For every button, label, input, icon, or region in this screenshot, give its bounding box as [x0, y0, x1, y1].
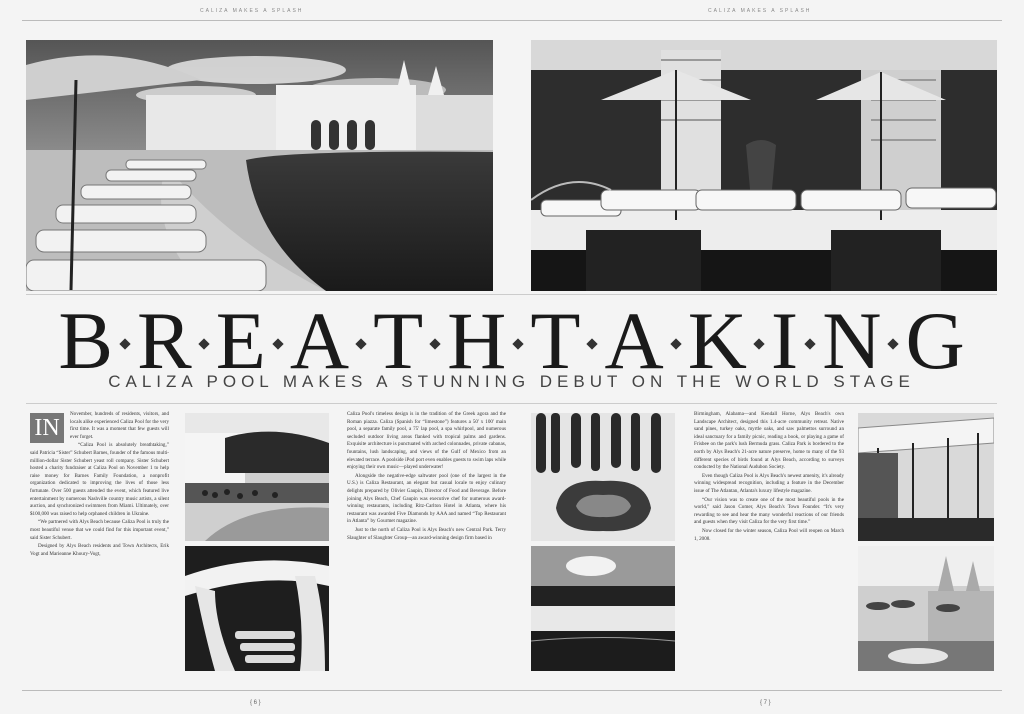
folio-left: { 6 }: [250, 700, 261, 706]
diamond-ornament-icon: [513, 338, 524, 349]
diamond-ornament-icon: [272, 338, 283, 349]
diamond-ornament-icon: [805, 338, 816, 349]
diamond-ornament-icon: [670, 338, 681, 349]
running-head-right: CALIZA MAKES A SPLASH: [708, 8, 812, 14]
photo-canopy: [858, 413, 994, 541]
diamond-ornament-icon: [198, 338, 209, 349]
headline-letter: R: [137, 295, 192, 386]
dropcap: IN: [30, 413, 64, 443]
diamond-ornament-icon: [119, 338, 130, 349]
photo-towers: [858, 546, 994, 671]
paragraph: “We partnered with Alys Beach because Caliza Pool is truly the most beautiful venue that we could find for this important event,” said Sister Schubert.: [30, 519, 169, 541]
diamond-ornament-icon: [429, 338, 440, 349]
paragraph: Birmingham, Alabama—and Kendall Horne, Alys Beach's own Landscape Architect, designed this 1.4-acre community retreat. Native sand pines, turkey oaks, myrtle oaks, and saw palmettos surround an ideal sanctuary for a family picnic, reading a book, or playing a game of Frisbee on the park's lush Bermuda grass. Caliza Park is bordered to the north by Alys Beach's 21-acre nature preserve, home to many of the 93 different species of birds found at Alys Beach, according to surveys conducted by the National Audubon Society.: [694, 411, 844, 471]
diamond-ornament-icon: [355, 338, 366, 349]
paragraph: Now closed for the winter season, Caliza Pool will reopen on March 1, 2008.: [694, 527, 844, 542]
headline-letter: H: [447, 295, 507, 386]
headline-letter: K: [687, 295, 747, 386]
diamond-ornament-icon: [888, 338, 899, 349]
paragraph: “Caliza Pool is absolutely breathtaking,” said Patricia “Sister” Schubert Barnes, founder of the famous multi-million-dollar Sister Schubert yeast roll company. Sister Schubert hosted a charity fundraiser at Caliza Pool on November 1 to help raise money for Barnes Family Foundation, a nonprofit organization dedicated to improving the lives of those less fortunate. Over 500 guests attended the event, which featured live entertainment by numerous Nashville country music artists, a silent auction, and synchronized swimmers from Miami. Ultimately, over $100,000 was raised to help orphaned children in Ukraine.: [30, 442, 169, 517]
photo-event-crowd: [185, 413, 329, 541]
paragraph: Alongside the negative-edge saltwater pool (one of the largest in the U.S.) is Caliza Restaurant, an elegant but casual locale to enjoy culinary delights prepared by Olivier Gaupin, Director of Food and Beverage. Before joining Alys Beach, Chef Gaupin was executive chef for numerous award-winning restaurants, including Ritz-Carlton Hotel in Atlanta, where his restaurant was awarded Five Diamonds by AAA and named “Top Restaurant in Atlanta” by Gourmet magazine.: [347, 472, 506, 525]
paragraph: Even though Caliza Pool is Alys Beach's newest amenity, it's already winning widespread recognition, including a feature in the December issue of The Atlantan, Atlanta's luxury lifestyle magazine.: [694, 472, 844, 494]
top-rule: [22, 20, 1002, 21]
paragraph: Just to the north of Caliza Pool is Alys Beach's new Central Park. Terry Slaughter of Slaughter Group—an award-winning design firm based in: [347, 526, 506, 541]
hero-photo-left: [26, 40, 493, 291]
hero-photo-right: [531, 40, 997, 291]
article-column-1: [30, 411, 169, 676]
headline-breathtaking: [26, 295, 997, 386]
folio-right: { 7 }: [760, 700, 771, 706]
photo-cabana: [185, 546, 329, 671]
headline-letter: I: [770, 295, 799, 386]
subtitle: CALIZA POOL MAKES A STUNNING DEBUT ON THE WORLD STAGE: [108, 372, 915, 391]
photo-pool-trees: [531, 546, 675, 671]
headline-letter: G: [905, 295, 965, 386]
diamond-ornament-icon: [587, 338, 598, 349]
headline-letter: T: [530, 295, 581, 386]
article-column-3: [694, 411, 844, 676]
photo-fountain: [531, 413, 675, 541]
headline-letter: E: [215, 295, 266, 386]
article-column-2: [347, 411, 506, 676]
paragraph: “Our vision was to create one of the most beautiful pools in the world,” said Jason Comer, Alys Beach's Town Founder. “It's very rewarding to see and hear the many wonderful reactions of our friends and guests when they visit Caliza for the very first time.”: [694, 496, 844, 526]
bottom-rule: [22, 690, 1002, 691]
paragraph: November, hundreds of residents, visitors, and locals alike experienced Caliza Pool for the very first time. It was a moment that few guests will ever forget.: [70, 411, 169, 440]
diamond-ornament-icon: [753, 338, 764, 349]
headline-letter: A: [604, 295, 664, 386]
headline-letter: N: [822, 295, 882, 386]
headline-letter: T: [373, 295, 424, 386]
paragraph: Designed by Alys Beach residents and Town Architects, Erik Vogt and Marieanne Khoury-Vogt,: [30, 543, 169, 557]
paragraph: Caliza Pool's timeless design is in the tradition of the Greek agora and the Roman piazza. Caliza (Spanish for “limestone”) features a 50' x 100' main pool, a separate family pool, a 75' lap pool, a spa whirlpool, and numerous secluded outdoor living areas flanked with tropical palms and gardens. Exquisite architecture is punctuated with arched colonnades, private cabanas, fountains, lush landscaping, and views of the Gulf of Mexico from an elevated terrace. A poolside iPod port even enables guests to swim laps while enjoying their own music—played underwater!: [347, 411, 506, 471]
title-block: [26, 294, 997, 404]
headline-letter: B: [58, 295, 114, 386]
headline-letter: A: [289, 295, 350, 386]
running-head-left: CALIZA MAKES A SPLASH: [200, 8, 304, 14]
